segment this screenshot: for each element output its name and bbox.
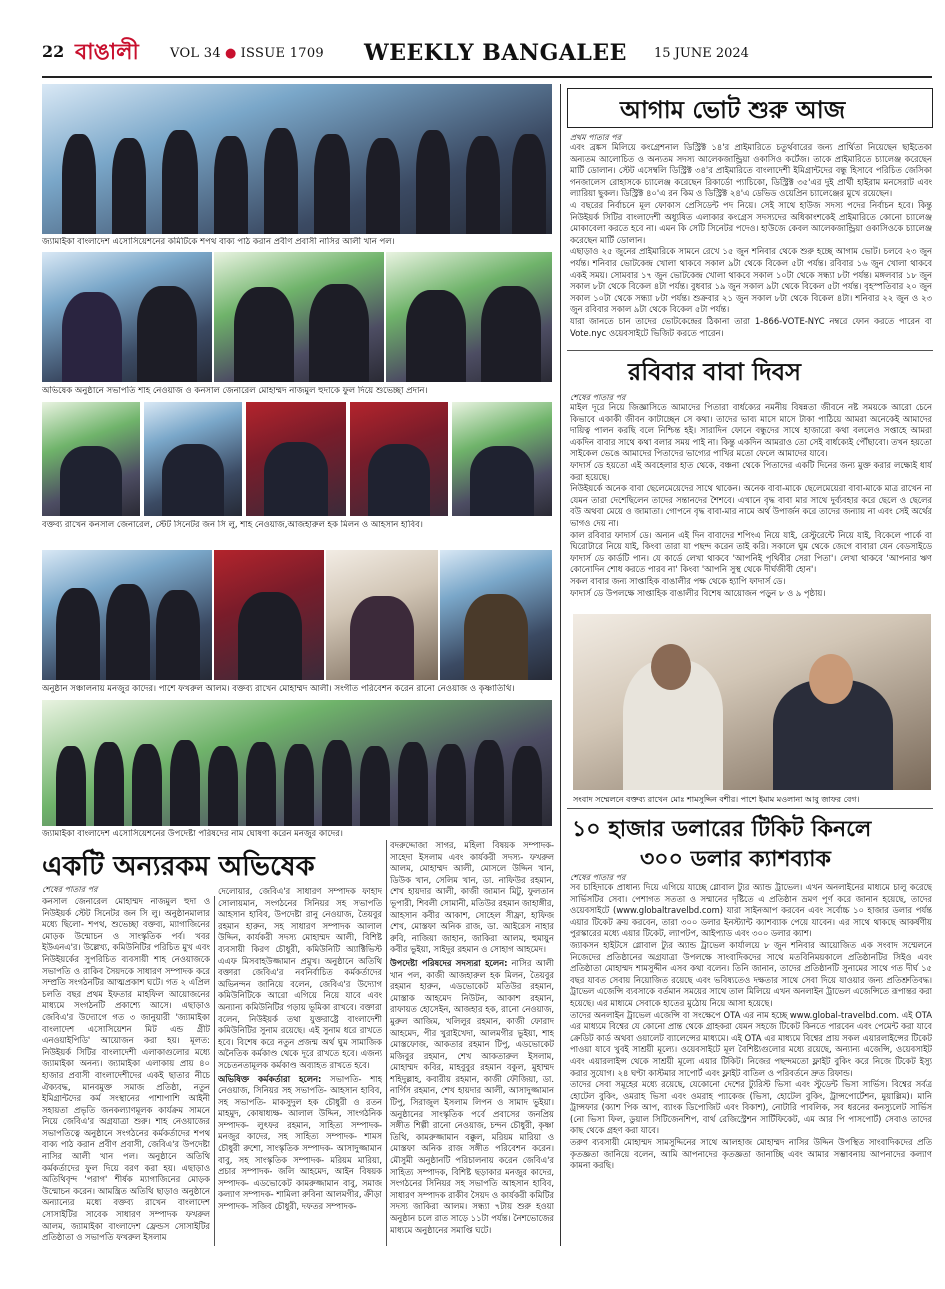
ticket-headline-line1: ১০ হাজার ডলারের টিকিট কিনলে bbox=[572, 817, 872, 842]
ticket-body bbox=[570, 882, 932, 1246]
photo-speaker-2 bbox=[144, 402, 242, 516]
col-divider-2 bbox=[386, 840, 387, 1246]
advisers-heading: উপদেষ্টা পরিষদের সদস্যরা হলেন: bbox=[390, 957, 508, 968]
volume: VOL 34 bbox=[170, 46, 221, 61]
photo-flowers-3 bbox=[386, 252, 552, 382]
issue-date: 15 JUNE 2024 bbox=[654, 46, 749, 61]
father-body-6: ফাদার্স ডে উপলক্ষে সাপ্তাহিক বাঙালীর বিশেষ আয়োজন পড়ুন ৮ ও ৯ পৃষ্ঠায়। bbox=[570, 587, 826, 598]
father-headline: রবিবার বাবা দিবস bbox=[628, 358, 801, 386]
issue-info bbox=[170, 46, 324, 61]
vote-body-2: এ বছরের নির্বাচনে মূল ফোকাস প্রেসিডেন্ট পদ নিয়ে। সেই সাথে হাউজ সদস্য পদের নির্বাচন হবে। কিন্তু নিউইয়র্ক সিটির বাংলাদেশী অধ্যুষিত এলাকার কংগ্রেস সদস্যদের অধিকাংশকেই প্রাইমারিতে কোনো চ্যালেঞ্জ মোকাবেলা করতে হবে না। এমন কি সেটি সিনেটর পদেও। হাউজে কেবল আলেকজান্ড্রিয়া ওকাসিওকে চ্যালেঞ্জ করেছেন মার্টি ডোলান। bbox=[570, 199, 932, 245]
officers-heading: অভিষিক্ত কর্মকর্তারা হলেন: bbox=[218, 1073, 322, 1084]
ticket-body-2: জ্যাকসন হাইটসে গ্লোবাল ট্যুর অ্যান্ড ট্রাভেল কার্যালয়ে ৮ জুন শনিবার আয়োজিত এক সংবাদ সম্মেলনে নিজেদের প্রতিষ্ঠানের অগ্রযাত্রা উপলক্ষে সাংবাদিকদের সাথে মতবিনিময়কালে প্রতিষ্ঠানটির সিইও এবং প্রতিষ্ঠাতা মোহাম্মদ শামসুদ্দীন এসব কথা বলেন। তিনি জানান, তাদের প্রতিষ্ঠানটি সুনামের সাথে গত দীর্ঘ ১৫ বছর যাবত সেবায় নিয়োজিত রয়েছে এবং ভবিষ্যতেও দক্ষতার সাথে সেবা দিয়ে যাওয়ার জন্য প্রতিশ্রুতিবদ্ধ। ট্রাভেল এজেন্সি ব্যবসাকে বর্তমান সময়ের সাথে তাল মিলিয়ে এখন অনলাইন ট্রাভেল এজেন্সিতে রূপান্তর করা হয়েছে। এর মাধ্যমে সেবাকে হাতের মুঠোয় নিয়ে আসা হয়েছে। bbox=[570, 939, 932, 1008]
vote-body-3: এছাড়াও ২৫ জুনের প্রাইমারিকে সামনে রেখে ১৫ জুন শনিবার থেকে শুরু হচ্ছে আগাম ভোট। চলবে ২৩ জুন পর্যন্ত। শনিবার ভোটকেন্দ্র খোলা থাকবে সকাল ৯টা থেকে বিকেল ৫টা পর্যন্ত। রবিবার ১৬ জুন খোলা থাকবে একই সময়। সোমবার ১৭ জুন ভোটকেন্দ্র খোলা থাকবে সকাল ১০টা থেকে সন্ধ্যা ৮টা পর্যন্ত। মঙ্গলবার ১৮ জুন সকাল ৮টা থেকে বিকেল ৪টা পর্যন্ত। বুধবার ১৯ জুন সকাল ৯টা থেকে বিকেল ৫টা পর্যন্ত। বৃহস্পতিবার ২০ জুন সকাল ১০টা থেকে সন্ধ্যা ৮টা পর্যন্ত। শুক্রবার ২১ জুন সকাল ৮টা থেকে বিকেল ৪টা। শনিবার ২২ জুন ও ২৩ জুন রবিবার সকাল ৯টা থেকে বিকেল ৫টা পর্যন্ত। bbox=[570, 246, 932, 315]
caption-speakers: বক্তব্য রাখেন কনসাল জেনারেল, স্টেট সিনেটর জন সি লু, শাহ নেওয়াজ,আজহারুল হক মিলন ও আহসান হাবিব। bbox=[42, 520, 423, 530]
logo bbox=[75, 38, 161, 68]
photo-singer-1 bbox=[326, 550, 438, 680]
caption-host: অনুষ্ঠান সঞ্চালনায় মনজুর কাদের। পাশে ফখরুল আলম। বক্তব্য রাখেন মোহাম্মদ আলী। সংগীত পরিবেশন করেন রানো নেওয়াজ ও কৃষ্ণাতিথি। bbox=[42, 684, 515, 694]
vote-body bbox=[570, 142, 932, 342]
col-divider-1 bbox=[214, 896, 215, 1246]
logo-text: বাঙালী bbox=[75, 40, 139, 65]
photo-speaker-4 bbox=[350, 402, 448, 516]
photo-speaker-3 bbox=[246, 402, 346, 516]
father-continued: শেষের পাতার পর bbox=[570, 393, 626, 402]
father-body bbox=[570, 402, 932, 602]
page-divider bbox=[560, 84, 561, 1246]
ticket-headline-line2: ৩০০ ডলার ক্যাশব্যাক bbox=[640, 847, 831, 872]
caption-press: সংবাদ সম্মেলনে বক্তব্য রাখেন মোঃ শামসুদ্দিন বশীর। পাশে ইমাম মওলানা আবু জাফর বেগ। bbox=[573, 795, 860, 804]
main-headline: একটি অন্যরকম অভিষেক bbox=[42, 851, 315, 882]
main-continued: শেষের পাতার পর bbox=[42, 885, 98, 894]
photo-flowers-2 bbox=[214, 252, 384, 382]
vote-continued: প্রথম পাতার পর bbox=[570, 133, 621, 142]
main-col-2-text: দেলোয়ার, জেবিএ'র সাধারণ সম্পাদক ফাহাদ সোলায়মান, সংগঠনের সিনিয়র সহ সভাপতি আহসান হাবিব, উপদেষ্টা রানু নেওয়াজ, তৈয়বুর রহমান হারুন, সহ সাধারণ সম্পাদক আলাল উদ্দিন, কার্যকরী সদস্য মোহাম্মদ আলী, বিশিষ্ট ব্যবসায়ী কিরণ চৌধুরী, কমিউনিটি অ্যাক্টিভিস্ট এএফ মিসবাহউজ্জামান প্রমুখ। অনুষ্ঠানে অতিথি বক্তারা জেবিএ'র নবনির্বাচিত কর্মকর্তাদের অভিনন্দন জানিয়ে বলেন, জেবিএ'র উদ্যোগ কমিউনিটিকে আরো এগিয়ে নিয়ে যাবে এবং অন্যান্য কমিউনিটির গড়ায় ভূমিকা রাখবে। বক্তারা বলেন, নিউইয়র্ক তথা যুক্তরাষ্ট্রে বাংলাদেশী কমিউনিটির সুনাম রয়েছে। এই সুনাম ধরে রাখতে হবে। বিশেষ করে নতুন প্রজন্ম অর্থ ঘুম সামাজিক অনৈতিক কর্মকাণ্ড থেকে দূরে রাখতে হবে। এজন্য সচেতনতামূলক কর্মকাণ্ড অব্যাহত রাখতে হবে। bbox=[218, 886, 382, 1070]
vote-divider bbox=[567, 350, 933, 351]
photo-flowers-1 bbox=[42, 252, 212, 382]
photo-speaker-5 bbox=[452, 402, 552, 516]
caption-flowers: অভিষেক অনুষ্ঠানে সভাপতি শাহ নেওয়াজ ও কনসাল জেনারেল মোহাম্মদ নাজমুল হুদাকে ফুল দিয়ে শুভেচ্ছা প্রদান। bbox=[42, 386, 428, 396]
father-body-3: নিউইয়র্কে অনেক বাবা ছেলেমেয়েদের সাথে থাকেন। অনেক বাবা-মাকে ছেলেমেয়েরা বাবা-মাকে মাত্র রাখেন না যেমন তারা দেশেছিলেন তাদের সন্তানদের শৈশবে। এখানে বৃদ্ধ বাবা মার সাথে দুর্ব্যবহার করে ছেলে ও ছেলের বউ অথবা মেয়ে ও জামাতা। গোপনে বৃদ্ধ বাবা-মার নামে অর্থ উপার্জন করে তাদের জন্যায় না এবং সেই অর্থের ভাগও দেয় না। bbox=[570, 483, 932, 528]
ticket-body-5: তরুণ ব্যবসায়ী মোহাম্মদ সামসুদ্দিনের সাথে আলহাজ মোহাম্মদ নাসির উদ্দিন উপস্থিত সাংবাদিকদের প্রতি কৃতজ্ঞতা জানিয়ে বলেন, আমি আপনাদের কৃতজ্ঞতা জানাচ্ছি এবং আমার সম্ভাবনায় আপনাদের কল্যাণ কামনা করছি। bbox=[570, 1137, 932, 1171]
vote-body-4: যারা জানতে চান তাদের ভোটকেন্দ্রের ঠিকানা তারা 1-866-VOTE-NYC নম্বরে ফোন করতে পারেন বা Vote.nyc ওয়েবসাইটে ভিজিট করতে পারেন। bbox=[570, 315, 932, 338]
father-body-4: কাল রবিবার ফাদার্স ডে। অন্যন এই দিন বাবাদের শপিংএ নিয়ে যাই, রেস্টুরেন্টে নিয়ে যাই, বিকেলে পার্কে বা ঘিরোটারে নিয়ে যাই, কিংবা তারা যা পছন্দ করেন তাই করি। সকালে ঘুম থেকে জেগে বাবারা যেন বেডসাইডে ফাদার্স ডে কার্ডটি পান। যে কার্ডে লেখা থাকবে 'আপনিই পৃথিবীর সেরা পিতা'। লেখা থাকবে 'আপনার ঋণ কোনোদিন শোধ করতে পারব না' কিংবা 'আপনি সুস্থ থেকে দীর্ঘজীবী হোন'। bbox=[570, 529, 932, 575]
ticket-body-1: সব চাহিদাকে প্রাধান্য দিয়ে এগিয়ে যাচ্ছে গ্লোবাল ট্যুর অ্যান্ড ট্রাভেল। এখন অনলাইনের মাধ্যমে চালু করেছে সার্ভিসটির সেবা। পেশাগত সততা ও সম্মানের দৃষ্টিতে এ প্রতিষ্ঠান ভ্রমণ পূর্ণ করে জানান হয়েছে, তাদের ওয়েবসাইটে (www.globaltravelbd.com) যারা সাইনআপ করবেন এবং সর্বোচ্চ ১০ হাজার ডলার পর্যন্ত এয়ার টিকেট ক্রয় করবেন, তারা ৩০০ ডলার ইনস্ট্যান্ট ক্যাশব্যাক পেয়ে যাবেন। এর সাথে থাকছে আকর্ষণীয় পুরস্কারের মধ্যে এয়ার টিকেট, ল্যাপটপ, আইপ্যাড এবং ৩০০ ডলার ক্যাশ। bbox=[570, 882, 932, 939]
father-body-5: সকল বাবার জন্য সাপ্তাহিক বাঙালীর পক্ষ থেকে হ্যাপি ফাদার্স ডে। bbox=[570, 575, 786, 586]
main-col-2 bbox=[218, 886, 382, 1246]
main-col-1 bbox=[42, 896, 210, 1246]
ticket-body-3: তাদের অনলাইন ট্রাভেল এজেন্সি বা সংক্ষেপে OTA এর নাম হচ্ছে www.global-travelbd.com. এই OTA এর মাধ্যমে বিশ্বের যে কোনো প্রান্ত থেকে গ্রাহকরা যেমন সহজে টিকেট কিনতে পারবেন এবং পেমেন্ট করা যাবে ক্রেডিট কার্ড অথবা ওয়ালেট ব্যালেন্সের মাধ্যমে। এই OTA এর মাধ্যমে বিশ্বের প্রায় সকল এয়ারলাইন্সের টিকেট পাওয়া যাবে খুবই সাশ্রয়ী মূল্যে। ওয়েবসাইটে মূল বৈশিষ্ট্যগুলোর মধ্যে রয়েছে, অন্যান্য এজেন্সি, ওয়েবসাইট এবং এয়ারলাইন্স থেকে সাশ্রয়ী মূল্যে এয়ার টিকিট। নিজের পছন্দমতো ফ্লাইট বুকিং করে নিজে টিকেট ইস্যু করার সুযোগ। ২৪ ঘণ্টা কাস্টমার সাপোর্ট এবং ফ্লাইট বাতিল ও পরিবর্তনে দ্রুত রিফান্ড। bbox=[570, 1009, 932, 1078]
main-col-3-text: বদরুদ্দোজা সাগর, মহিলা বিষয়ক সম্পাদক- সাহেদা ইসলাম এবং কার্যকরী সদস্য- ফখরুল আলম, মোহাম্মদ আলী, মোসলে উদ্দিন খান, ডিউক খান, সেলিম খান, ডা. নাফিউর রহমান, শেখ হায়দার আলী, কাজী জামান মিটু, ফুলতান ভূপারী, শিবলী সোমানী, মতিউর রহমান জাহাঙ্গীর, আহসান কবীর আকাশ, সোহেল সীফ্রা, হাফিজ শেখ, মোস্তফা অনিক রাজ, ডা. আইরেস নাহার রুবি, নাজিয়া জাহান, জাকিরা আলম, হুমায়ুন কবীর ভুইয়া, সাইদুর রহমান ও সোহাগ আহমেদ। bbox=[390, 840, 554, 955]
advisers-text: নাসির আলী খান পল, কাজী আজহারুল হক মিলন, তৈয়বুর রহমান হারুন, এডভোকেট মতিউর রহমান, মোস্তাক আহমেদ নিউটন, আকাশ রহমান, রাফায়ত হোসেইন, আজহার হক, রানো নেওয়াজ, মুরুল আজিম, খলিলুর রহমান, কাজী ফোরাদ আহমেদ, পীর খুরাইখেদা, আলমগীর ভুইয়া, শাহ মোস্তফোজ, আকতার রহমান টিপু, এডভোকেট মজিবুর রহমান, শেখ আকতারুল ইসলাম, মোহাম্মদ কবির, মাহবুবুর রহমান বকুল, মুহাম্মদ শহিদুল্লাহ, কবারীয় রহমান, কাজী ফৌজিয়া, ডা. নার্গিস রহমান, শেখ হায়দার আলী, আসাদুজ্জামান টিপু, সিরাজুল ইসলাম লিপন ও সামাদ ভুইয়া। অনুষ্ঠানের সাংস্কৃতিক পর্বে প্রবাসের জনপ্রিয় সঙ্গীত শিল্পী রানো নেওয়াজ, চন্দন চৌধুরী, কৃষ্ণা তিথি, কামরুজ্জামান বক্কুল, মরিয়ম মারিয়া ও মোস্তফা অনিক রাজ সঙ্গীত পরিবেশন করেন। মৌসুমী অনুষ্ঠানটি পরিচালনায় করেন জেবিএ'র সাহিত্য সম্পাদক, বিশিষ্ট ছড়াকার মনজুর কাদের, সংগঠনের সিনিয়র সহ সভাপতি আহসান হাবিব, সাধারণ সম্পাদক রাকীব সৈয়দ ও কার্যকরী কমিটির সদস্য জাকিরা আলম। সন্ধ্যা ৭টায় শুরু হওয়া অনুষ্ঠান চলে রাত সাড়ে ১১টা পর্যন্ত। নৈশভোজের মাধ্যমে অনুষ্ঠানের সমাপ্তি ঘটে। bbox=[390, 957, 554, 1235]
officers-text: সভাপতি- শাহ নেওয়াজ, সিনিয়র সহ সভাপতি- আহসান হাবিব, সহ সভাপতি- মাকসুদুল হক চৌধুরী ও রতন মাহমুদ, কোষাধ্যক্ষ- আলাল উদ্দিন, সাংগঠনিক সম্পাদক- লুৎফর রহমান, সাহিত্য সম্পাদক- মনজুর কাদের, সহ সাহিত্য সম্পাদক- শামস চৌধুরী রুশো, সাংস্কৃতিক সম্পাদক- আসাদুজ্জামান বাবু, সহ সাংস্কৃতিক সম্পাদক- মরিয়ম মারিয়া, প্রচার সম্পাদক- জলি আহমেদ, আইন বিষয়ক সম্পাদক- এডভোকেট কামরুজ্জামান বাবু, সমাজ কল্যাণ সম্পাদক- শামিলা রুবিনা আলমগীর, ক্রীড়া সম্পাদক- সজিব চৌধুরী, দফতর সম্পাদক- bbox=[218, 1073, 382, 1212]
caption-oath: জ্যামাইকা বাংলাদেশ এসোসিয়েশনের কমিটিকে শপথ বাক্য পাঠ করান প্রবীণ প্রবাসী নাসির আলী খান পল। bbox=[42, 237, 395, 247]
main-col-3 bbox=[390, 840, 554, 1246]
main-col-1-text: কনসাল জেনারেল মোহাম্মদ নাজমুল হুদা ও নিউইয়র্ক স্টেট সিনেটর জন সি লু। অনুষ্ঠানমালার মধ্যে ছিলো- শপথ, শুভেচ্ছা বক্তব্য, ম্যাগাজিনের মোড়ক উন্মোচন ও সাংস্কৃতিক পর্ব। খবর ইউএনএ'র। উল্লেখ্য, কমিউনিটির পরিচিত মুখ এবং নিউইয়র্কের সুপরিচিত ব্যবসায়ী শাহ নেওয়াজকে সভাপতি ও রাকিব সৈয়দকে সাধারণ সম্পাদক করে সম্প্রতি সংগঠনটির আত্মপ্রকাশ ঘটে। গত ২ এপ্রিল চলতি বছর প্রথম ইফতার মাহফিল আয়োজনের মাধ্যমে সংগঠনটি প্রকাশ্যে আসে। এছাড়াও জেবিএ'র উদ্যোগে গত ৩ জানুয়ারী 'জ্যামাইকা বাংলাদেশ এসোসিয়েশন মিট এন্ড গ্রীট এনওয়াইপিডি' আয়োজন করা হয়। মূলত: নিউইয়র্ক সিটির বাংলাদেশী এলাকাগুলোর মধ্যে জ্যামাইকা অনন্য। জ্যামাইকা এলাকায় প্রায় ৪০ হাজার প্রবাসী বাংলাদেশীদের একই ছাতার নীচে ঐক্যবদ্ধ, মানবমুক্ত সমাজ প্রতিষ্ঠা, নতুন ইমিগ্রান্টদের কর্ম সংস্থানের পাশাপাশি আইনী সহায়তা প্রভৃতি জনকল্যাণমূলক কার্যক্রম সামনে নিয়ে জেবিএ'র অগ্রযাত্রা শুরু। শাহ নেওয়াজের সভাপতিত্বে অনুষ্ঠানে সংগঠনের কর্মকর্তাদের শপথ বাক্য পাঠ করান প্রবীণ প্রবাসী, জেবিএ'র উপদেষ্টা নাসির আলী খান পল। অনুষ্ঠানে অতিথি কর্মকর্তাদের ফুল দিয়ে বরণ করা হয়। এছাড়াও অতিথিবৃন্দ 'পরাগ' শীর্ষক ম্যাগাজিনের মোড়ক উন্মোচন করেন। আমন্ত্রিত অতিথি ছাড়াও অনুষ্ঠানে অন্যান্যের মধ্যে বক্তব্য রাখেন বাংলাদেশ সোসাইটির সাবেক সাধারণ সম্পাদক ফখরুল আলম, জ্যামাইকা বাংলাদেশ ফ্রেন্ডস সোসাইটির প্রতিষ্ঠাতা ও সভাপতি ফখরুল ইসলাম bbox=[42, 896, 210, 1243]
publication-name: WEEKLY BANGALEE bbox=[364, 40, 627, 66]
ticket-divider bbox=[567, 808, 933, 809]
bullet-icon: ● bbox=[224, 46, 237, 61]
photo-press-conference bbox=[573, 614, 931, 790]
masthead bbox=[42, 38, 932, 72]
photo-host bbox=[42, 550, 212, 680]
photo-advisers-group bbox=[42, 700, 552, 826]
caption-advisers: জ্যামাইকা বাংলাদেশ এসোসিয়েশনের উপদেষ্টা পরিষদের নাম ঘোষণা করেন মনজুর কাদের। bbox=[42, 829, 343, 839]
ticket-body-4: তাদের সেবা সমূহের মধ্যে রয়েছে, যেকোনো দেশের ট্যুরিস্ট ভিসা এবং স্টুডেন্ট ভিসা সার্ভিস। বিশ্বের সর্বত্র হোটেল বুকিং, ওমরাহ ভিসা এবং ওমরাহ প্যাকেজ (ভিসা, হোটেল বুকিং, ট্রান্সপোর্টেশন, মুয়াল্লিম)। মানি ট্রান্সফার (ক্যাশ পিক আপ, ব্যাংক ডিপোজিট এবং বিকাশ), নোটারি পাবলিক, সব ধরনের কনস্যুলেট সার্ভিস (নো ভিসা ফিল, ডুয়াল সিটিজেনশিপ, বার্থ রেজিস্ট্রেশন সার্টিফিকেট, এম আর পি পাসপোর্ট) সেবাও তাদের কাছ থেকে গ্রহণ করা যাবে। bbox=[570, 1079, 932, 1136]
father-body-1: মাইল দূরে নিয়ে জিজ্ঞাসিতে আমাদের পিতারা বার্ধক্যের নমনীয় বিষন্নতা জীবনে নষ্ট সময়কে আরো চেনে কিভাবে একাকী জীবন কাটাচ্ছেন সে কথা। তাদের ভাব্য মাসে মাসে টাকা পাঠিয়ে আমরা অনেকেই আমাদের দায়িত্ব পালন করছি বলে নিশ্চিন্ত হই। সারাদিন ফোনে বন্ধুদের সাথে হাজারো কথা বললেও সপ্তাহে আমরা একদিন বাবার সাথে কথা বলার সময় পাই না। কিন্তু একদিন আমরাও তো সেই বার্ধক্যেই পৌঁছাবো। তখন হয়তো সাইকেল ভেঙে আমাদের পিতাদের ভাগ্যের পাখির মতো ফেলে আমাদের যাবে। bbox=[570, 402, 932, 459]
vote-body-1: এবং ব্রঙ্কস মিলিয়ে কংগ্রেশনাল ডিস্ট্রিক্ট ১৪'র প্রাইমারিতে চতুর্থবারের জন্য প্রার্থিতা নিয়েছেন ছাইতেকা অন্যতম আলোচিত ও অন্যতম সদস্য আলেকজান্ড্রিয়া ওকাসিও কর্টেজ। তাকে প্রাইমারিতে চ্যালেঞ্জ করেছেন মার্টি ডোলান। স্টেট এসেম্বলি ডিস্ট্রিক্ট ৩৪'র প্রাইমারিতে বাংলাদেশী ইমিগ্রান্টদের বন্ধু হিসাবে পরিচিত জেসিকা গনজালেস রোহাসকে চ্যালেঞ্জ করেছেন রিকার্ডো প্যাচিকো, ডিস্ট্রিক্ট ৩৫'এর দুই প্রার্থী হাইরাম মনসেরাট এবং ল্যারিয়া ছুকল। ডিস্ট্রিক্ট ৪০'এ রন কিম ও ডিস্ট্রিক্ট ২৪'এ ডেভিড ওয়েপ্রিন চ্যালেঞ্জের মুখে রয়েছেন। bbox=[570, 142, 932, 199]
vote-headline: আগাম ভোট শুরু আজ bbox=[620, 96, 846, 124]
photo-oath-ceremony bbox=[42, 84, 552, 234]
father-body-2: ফাদার্স ডে হয়তো এই অবহেলার হাত থেকে, বঞ্চনা থেকে পিতাদের একটি দিনের জন্য মুক্ত করার লক্ষ্যেই ধার্য করা হয়েছে। bbox=[570, 459, 932, 482]
issue: ISSUE 1709 bbox=[240, 46, 324, 61]
ticket-continued: শেষের পাতার পর bbox=[570, 873, 626, 882]
page-number: 22 bbox=[42, 42, 65, 61]
photo-speaker-1 bbox=[42, 402, 140, 516]
masthead-rule bbox=[42, 76, 932, 78]
photo-singer-2 bbox=[440, 550, 552, 680]
photo-speaker-ali bbox=[214, 550, 324, 680]
